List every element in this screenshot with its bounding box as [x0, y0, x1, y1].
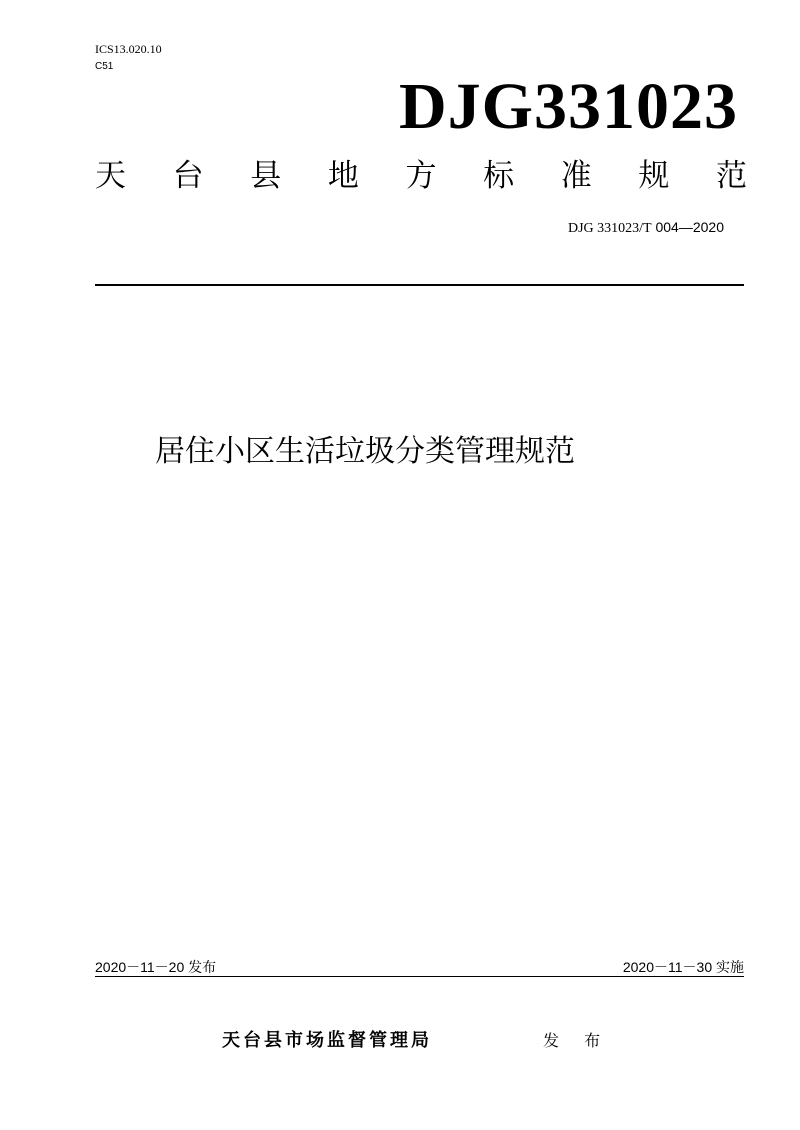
standard-type-heading: [95, 156, 747, 196]
standard-type-char: 规: [638, 158, 670, 194]
standard-type-char: 方: [405, 158, 437, 194]
standard-type-char: 范: [716, 158, 747, 194]
publishing-authority: 天台县市场监督管理局: [222, 1030, 432, 1051]
publish-label: 发 布: [543, 1031, 611, 1050]
standard-type-char: 准: [560, 158, 592, 194]
standard-type-char: 地: [327, 158, 359, 194]
standard-type-char: 天: [95, 158, 126, 194]
standard-number-suffix: 004—2020: [651, 219, 724, 235]
ics-code: ICS13.020.10: [95, 42, 162, 56]
issue-date: 2020－11－20 发布: [95, 959, 217, 975]
implementation-date: 2020－11－30 实施: [622, 959, 744, 975]
ccs-code: C51: [95, 61, 114, 72]
standard-type-char: 标: [483, 158, 515, 194]
bottom-divider: [95, 976, 744, 977]
standard-number-prefix: DJG 331023/T: [567, 221, 652, 236]
standard-code-logo: DJG331023: [399, 70, 738, 143]
standard-type-char: 县: [250, 158, 282, 194]
standard-number: [568, 218, 724, 238]
standard-type-char: 台: [172, 158, 204, 194]
top-divider: [95, 284, 744, 286]
document-title: 居住小区生活垃圾分类管理规范: [155, 434, 575, 469]
